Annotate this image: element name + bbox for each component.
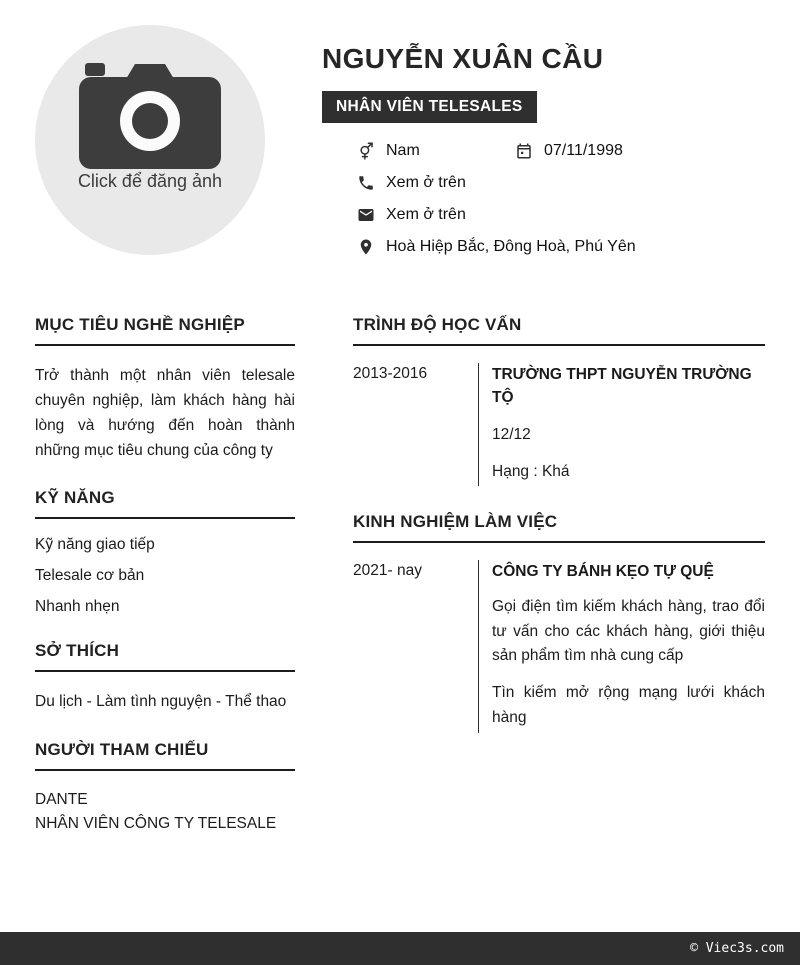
gender-item [356, 141, 514, 160]
gender-value: Nam [386, 141, 420, 159]
cv-body [0, 315, 800, 862]
skill-item: Nhanh nhẹn [35, 598, 120, 616]
address-item [356, 237, 636, 256]
location-pin-icon [356, 237, 375, 256]
section-heading-skills: KỸ NĂNG [35, 488, 295, 519]
reference-name: DANTE [35, 790, 88, 808]
gender-icon [356, 141, 375, 160]
left-column [35, 315, 295, 862]
section-references [35, 740, 295, 838]
section-experience [353, 512, 765, 733]
mail-icon [356, 205, 375, 224]
phone-value: Xem ở trên [386, 173, 466, 191]
info-row-gender-dob [356, 141, 765, 160]
section-heading-education: TRÌNH ĐỘ HỌC VẤN [353, 315, 765, 346]
skill-item: Kỹ năng giao tiếp [35, 536, 155, 554]
phone-item [356, 173, 466, 192]
reference-title: NHÂN VIÊN CÔNG TY TELESALE [35, 815, 277, 833]
education-entry-body [478, 363, 765, 486]
footer-bar [0, 932, 800, 965]
experience-description: Tìn kiếm mở rộng mạng lưới khách hàng [492, 684, 765, 726]
dob-value: 07/11/1998 [544, 141, 623, 159]
education-school: TRƯỜNG THPT NGUYỄN TRƯỜNG TỘ [492, 366, 752, 407]
photo-upload-placeholder[interactable] [35, 25, 265, 255]
info-row-phone [356, 173, 765, 192]
section-education [353, 315, 765, 486]
photo-upload-label[interactable]: Click để đăng ảnh [77, 171, 223, 191]
experience-period: 2021- nay [353, 561, 422, 579]
experience-company: CÔNG TY BÁNH KẸO TỰ QUỆ [492, 562, 714, 580]
camera-icon [79, 57, 221, 169]
section-heading-hobbies: SỞ THÍCH [35, 641, 295, 672]
education-detail: 12/12 [492, 425, 531, 443]
copyright-text: © Viec3s.com [690, 941, 784, 956]
section-hobbies [35, 641, 295, 714]
experience-entry-body [478, 560, 765, 733]
candidate-name: NGUYỄN XUÂN CẦU [322, 43, 604, 74]
section-heading-experience: KINH NGHIỆM LÀM VIỆC [353, 512, 765, 543]
section-objective [35, 315, 295, 463]
right-column [353, 315, 765, 862]
section-heading-objective: MỤC TIÊU NGHỀ NGHIỆP [35, 315, 295, 346]
address-value: Hoà Hiệp Bắc, Đông Hoà, Phú Yên [386, 237, 636, 255]
cv-header [0, 0, 800, 269]
job-title-badge: NHÂN VIÊN TELESALES [322, 91, 537, 123]
calendar-icon [514, 141, 533, 160]
header-info [322, 25, 765, 269]
email-value: Xem ở trên [386, 205, 466, 223]
skill-item: Telesale cơ bản [35, 567, 145, 585]
dob-item [514, 141, 623, 160]
personal-info-list [322, 141, 765, 256]
objective-text: Trở thành một nhân viên telesale chuyên nghiệp, làm khách hàng hài lòng và hướng đến hoàn thành những mục tiêu chung của công ty [35, 367, 295, 460]
phone-icon [356, 173, 375, 192]
experience-entry [353, 560, 765, 733]
info-row-address [356, 237, 765, 256]
section-heading-references: NGƯỜI THAM CHIẾU [35, 740, 295, 771]
hobbies-text: Du lịch - Làm tình nguyện - Thể thao [35, 693, 287, 711]
section-skills [35, 488, 295, 616]
experience-description: Gọi điện tìm kiếm khách hàng, trao đổi tư vấn cho các khách hàng, giới thiệu sản phẩm tìm nhà cung cấp [492, 597, 765, 665]
education-period: 2013-2016 [353, 365, 428, 382]
email-item [356, 205, 466, 224]
info-row-email [356, 205, 765, 224]
education-entry [353, 363, 765, 486]
education-rank: Hạng : Khá [492, 462, 570, 480]
